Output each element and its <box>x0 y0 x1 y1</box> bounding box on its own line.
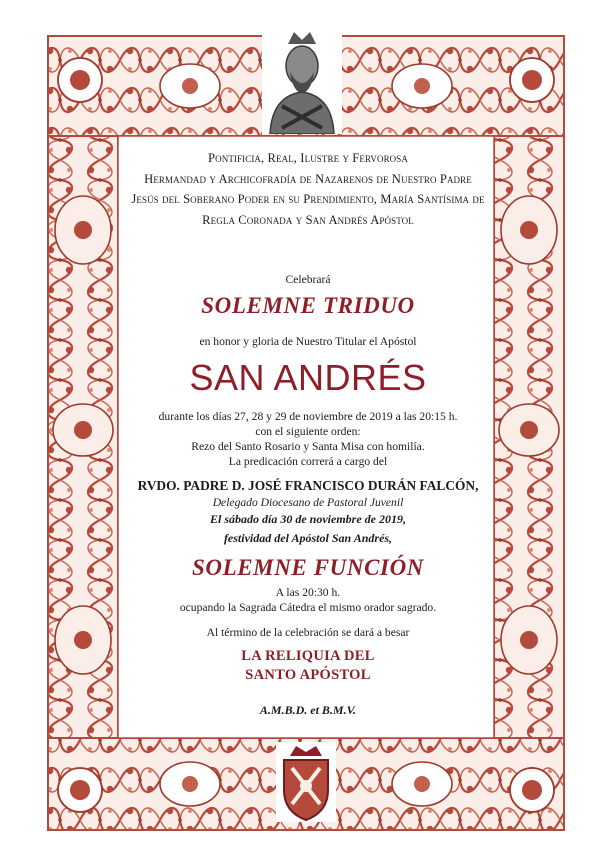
saint-bust-icon <box>262 30 342 134</box>
closing-intro: Al término de la celebración se dará a besar <box>206 626 410 639</box>
intro-text: Celebrará <box>285 273 331 286</box>
relic-line: SANTO APÓSTOL <box>245 667 371 683</box>
function-pulpit: ocupando la Sagrada Cátedra el mismo orador sagrado. <box>179 601 437 614</box>
schedule-order: Rezo del Santo Rosario y Santa Misa con homilía. <box>191 440 425 453</box>
announcement-content <box>118 148 498 718</box>
header-line: Jesús del Soberano Poder en su Prendimiento, María Santísima de <box>131 192 485 206</box>
relic-line: LA RELIQUIA DEL <box>241 648 375 664</box>
preacher-role: Delegado Diocesano de Pastoral Juvenil <box>212 496 404 509</box>
header-line: Pontificia, Real, Ilustre y Fervorosa <box>208 151 408 165</box>
motto: A.M.B.D. et B.M.V. <box>259 703 357 717</box>
schedule-preaching: La predicación correrá a cargo del <box>228 455 388 468</box>
confraternity-name <box>118 148 498 230</box>
saturday-date: El sábado día 30 de noviembre de 2019, <box>210 512 406 526</box>
function-title: SOLEMNE FUNCIÓN <box>191 555 424 580</box>
saturday-feast: festividad del Apóstol San Andrés, <box>223 531 393 545</box>
schedule-days: durante los días 27, 28 y 29 de noviembre de 2019 a las 20:15 h. <box>158 410 458 423</box>
confraternity-shield-icon <box>276 742 336 822</box>
schedule-order-intro: con el siguiente orden: <box>255 425 361 438</box>
honor-line: en honor y gloria de Nuestro Titular el Apóstol <box>199 335 417 348</box>
header-line: Regla Coronada y San Andrés Apóstol <box>202 212 414 227</box>
header-line: Hermandad y Archicofradía de Nazarenos de Nuestro Padre <box>144 171 472 186</box>
function-time: A las 20:30 h. <box>275 586 341 599</box>
event-title: SOLEMNE TRIDUO <box>201 293 415 318</box>
saint-name: SAN ANDRÉS <box>189 357 427 398</box>
preacher-name: RVDO. PADRE D. JOSÉ FRANCISCO DURÁN FALCÓN, <box>137 478 479 493</box>
